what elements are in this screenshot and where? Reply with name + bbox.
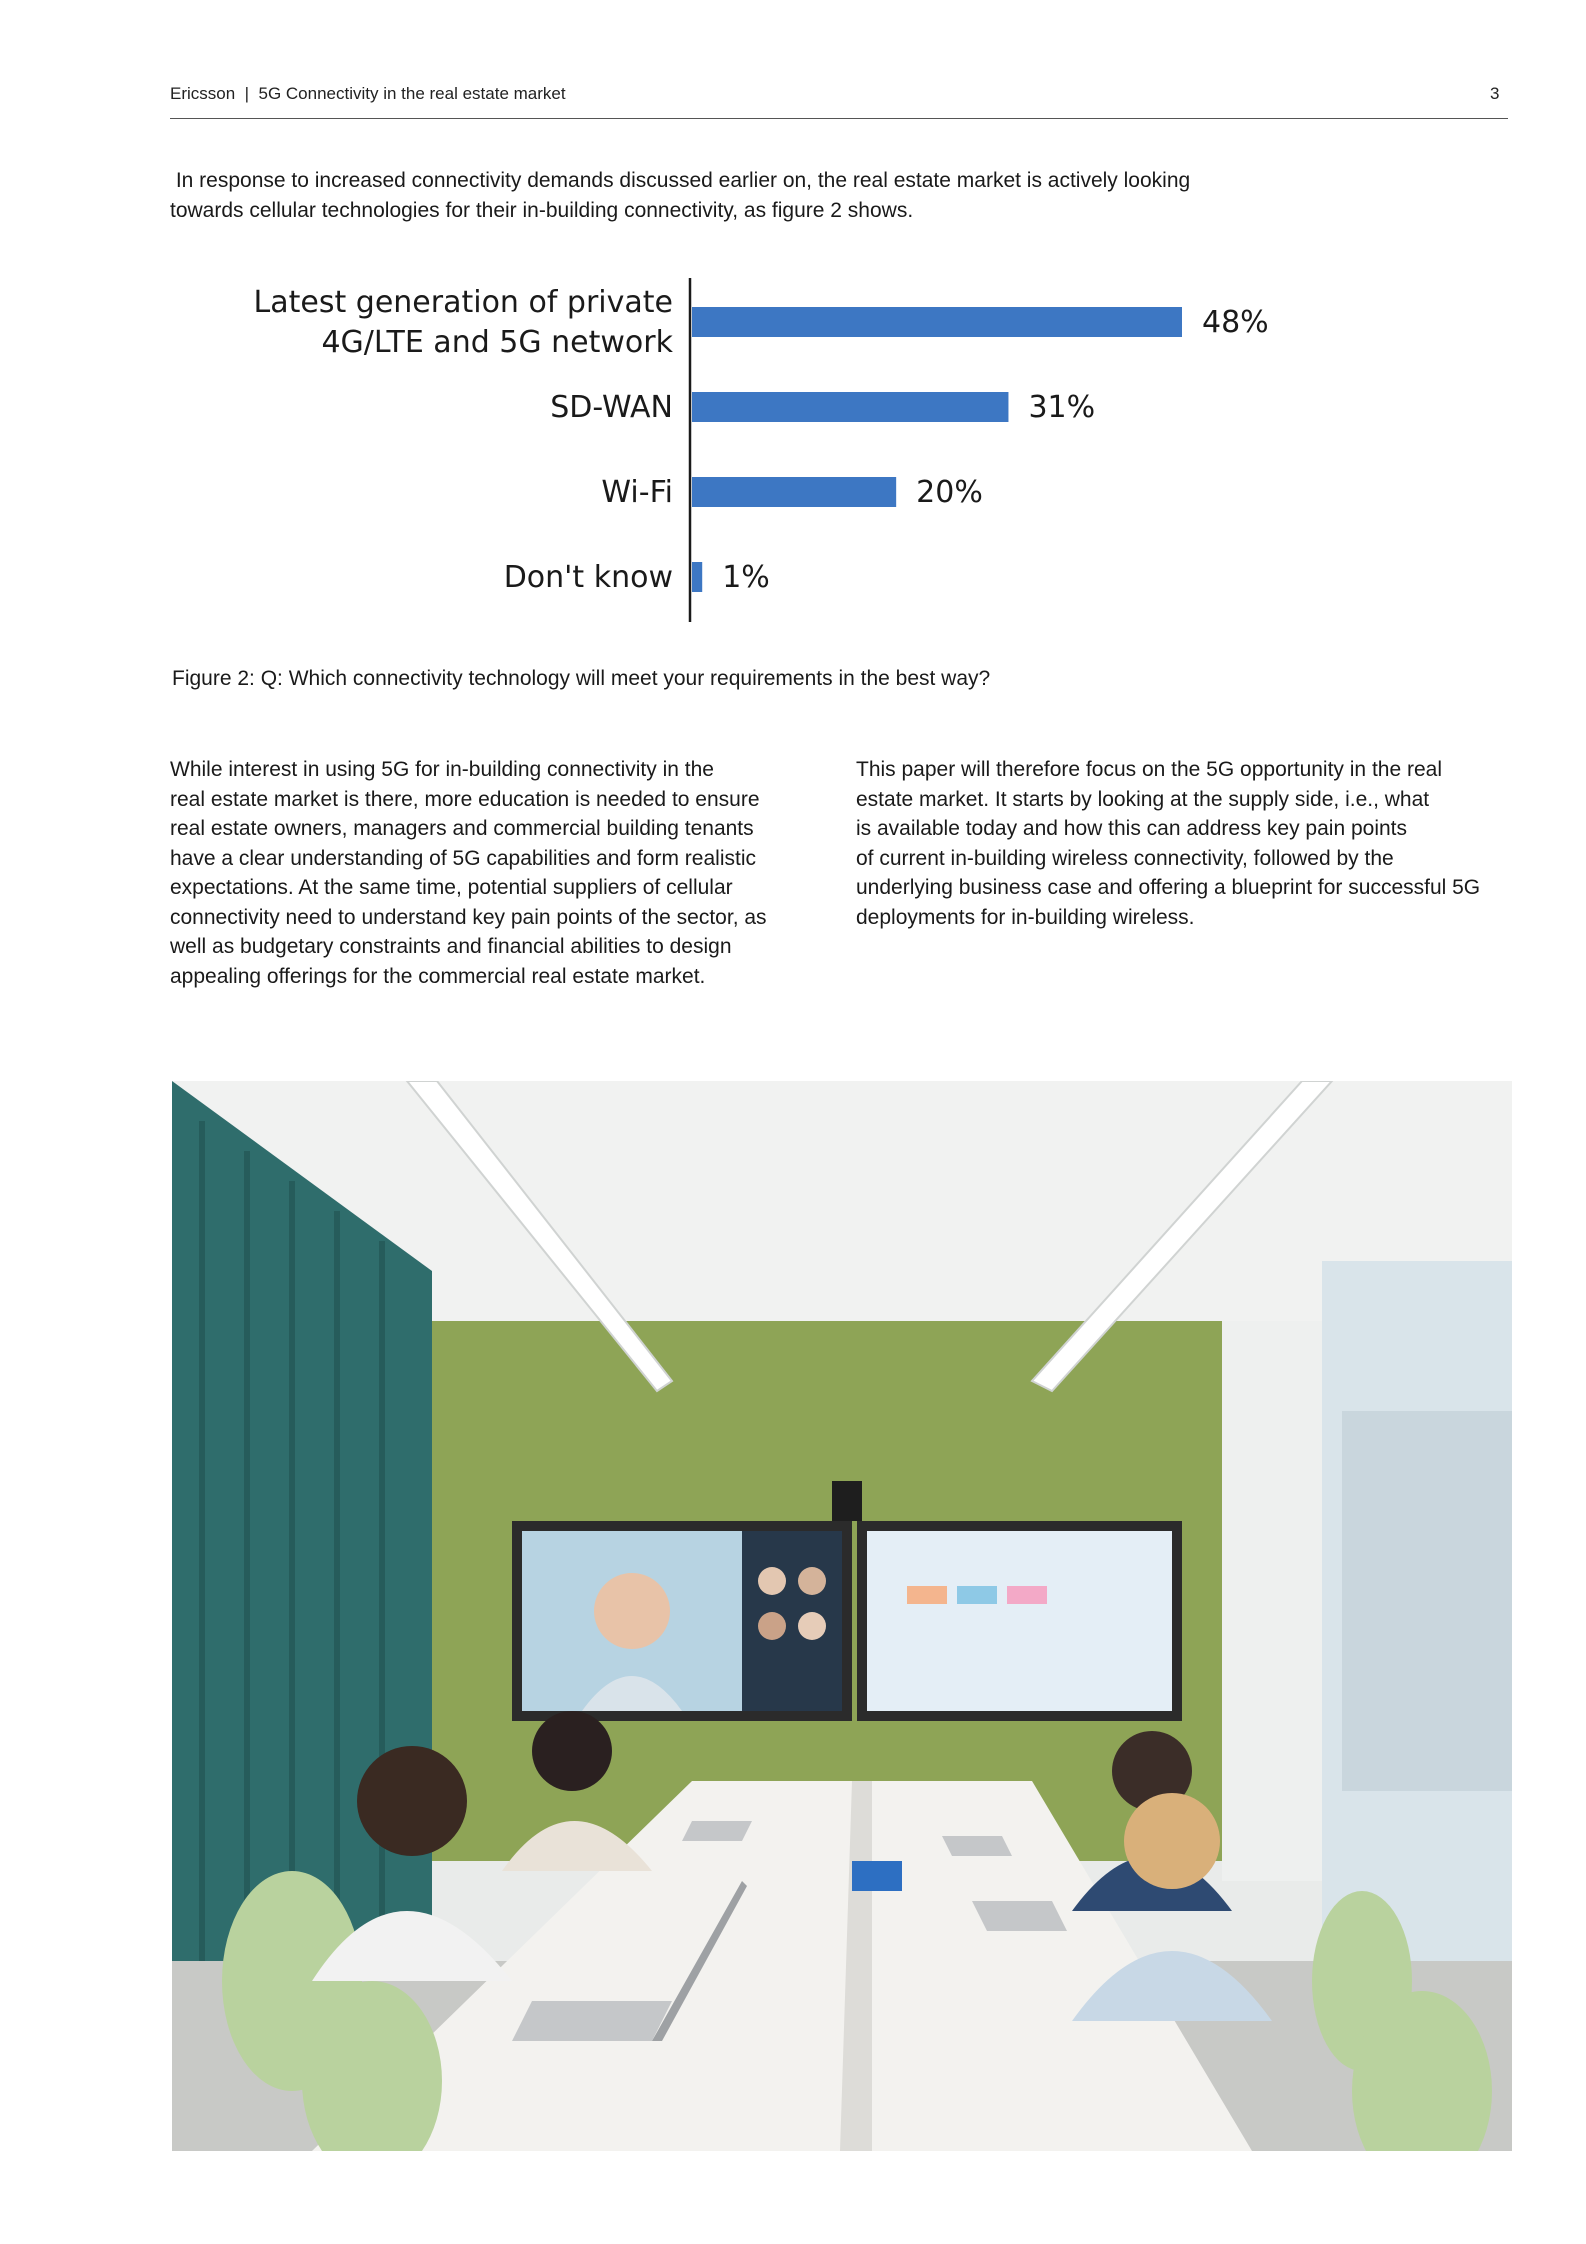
body-line: well as budgetary constraints and financial abilities to design xyxy=(170,935,732,958)
whiteboard-screen xyxy=(867,1531,1172,1711)
category-label: Wi-Fi xyxy=(601,475,673,510)
wall-pillar xyxy=(1222,1321,1322,1881)
category-label: Don't know xyxy=(503,560,673,595)
presenter-face xyxy=(594,1573,670,1649)
body-line: appealing offerings for the commercial real estate market. xyxy=(170,964,706,988)
person-center xyxy=(532,1711,612,1791)
window-view xyxy=(1342,1411,1512,1791)
body-line: is available today and how this can address key pain points xyxy=(856,817,1408,840)
running-header: Ericsson | 5G Connectivity in the real estate market xyxy=(170,84,566,103)
page-number: 3 xyxy=(1490,84,1500,103)
phone-stand xyxy=(852,1861,902,1891)
body-line: underlying business case and offering a blueprint for successful 5G xyxy=(856,876,1481,899)
participant-panel xyxy=(742,1531,842,1711)
intro-line: towards cellular technologies for their in-building connectivity, as figure 2 shows. xyxy=(170,199,914,222)
person-woman xyxy=(1124,1793,1220,1889)
meeting-room-illustration xyxy=(172,1081,1512,2151)
bar xyxy=(692,477,896,507)
category-label: Latest generation of private xyxy=(253,285,673,320)
laptop xyxy=(512,2001,672,2041)
body-line: While interest in using 5G for in-building connectivity in the xyxy=(170,758,714,781)
body-line: connectivity need to understand key pain points of the sector, as xyxy=(170,905,767,929)
bar-value-label: 1% xyxy=(722,560,770,595)
body-column-right xyxy=(856,755,1516,932)
meeting-room-photo xyxy=(172,1081,1512,2151)
bar xyxy=(692,562,702,592)
bar-value-label: 31% xyxy=(1028,390,1096,425)
intro-line: In response to increased connectivity demands discussed earlier on, the real estate market is actively looking xyxy=(170,169,1191,192)
body-line: real estate market is there, more education is needed to ensure xyxy=(170,787,760,811)
camera xyxy=(832,1481,862,1521)
body-line: real estate owners, managers and commercial building tenants xyxy=(170,817,754,840)
body-line: of current in-building wireless connectivity, followed by the xyxy=(856,846,1394,870)
bar xyxy=(692,392,1008,422)
bar-chart xyxy=(170,270,1320,630)
figure-caption: Figure 2: Q: Which connectivity technology will meet your requirements in the best way? xyxy=(172,667,991,690)
person-left xyxy=(357,1746,467,1856)
body-line: expectations. At the same time, potential suppliers of cellular xyxy=(170,876,733,899)
body-line: estate market. It starts by looking at the supply side, i.e., what xyxy=(856,787,1430,811)
body-line: deployments for in-building wireless. xyxy=(856,905,1195,929)
header-divider xyxy=(170,118,1508,119)
bar xyxy=(692,307,1182,337)
body-line: This paper will therefore focus on the 5G opportunity in the real xyxy=(856,758,1442,781)
body-line: have a clear understanding of 5G capabilities and form realistic xyxy=(170,846,756,870)
intro-paragraph xyxy=(170,166,1300,226)
bar-value-label: 20% xyxy=(916,475,983,510)
bar-value-label: 48% xyxy=(1202,305,1269,340)
body-column-left xyxy=(170,755,810,991)
category-label: 4G/LTE and 5G network xyxy=(321,325,673,360)
category-label: SD-WAN xyxy=(550,390,673,425)
